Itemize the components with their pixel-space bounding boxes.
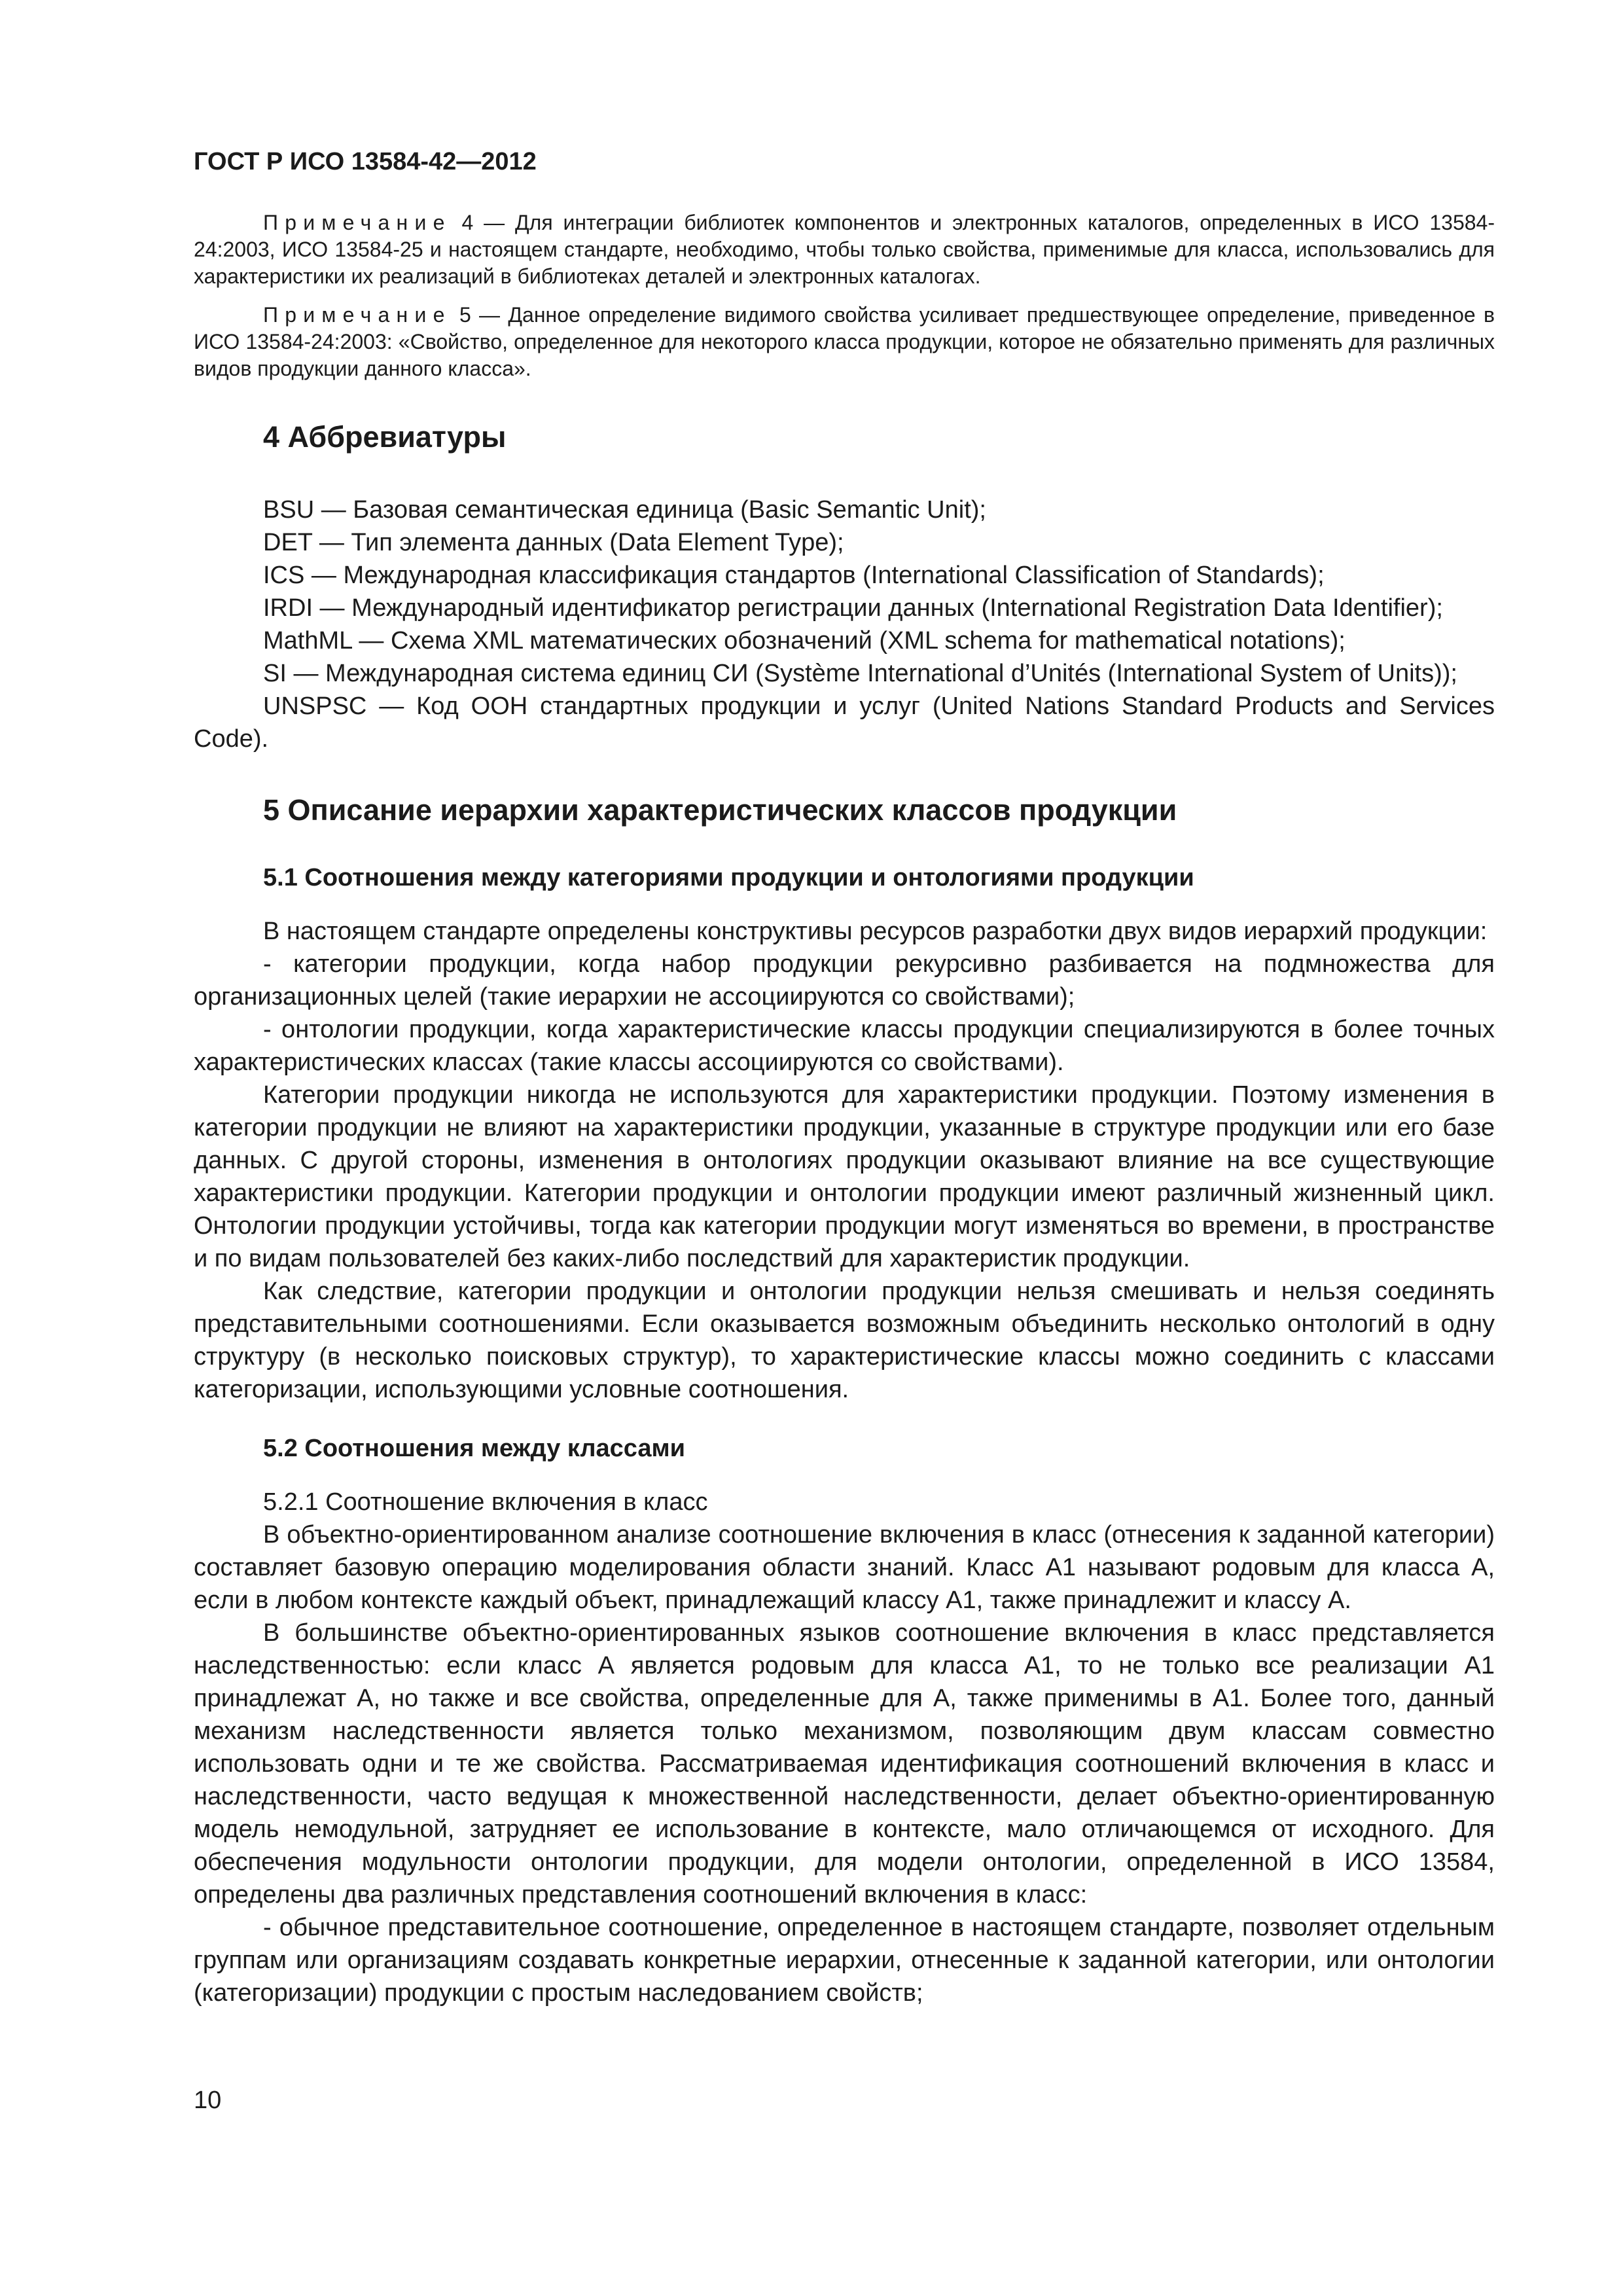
standard-header: ГОСТ Р ИСО 13584-42—2012	[194, 148, 537, 175]
section-4-title: 4 Аббревиатуры	[263, 420, 507, 454]
paragraph: В большинстве объектно-ориентированных языков соотношение включения в класс представляется наследственностью: если класс А является родовым для класса А1, то не только все реализации А1 принадлежат А, но также и все свойства, определенные для А, также применимы в А1. Более того, данный механизм наследственности является только механизмом, позволяющим двум классам совместно использовать одни и те же свойства. Рассматриваемая идентификация соотношений включения в класс и наследственности, часто ведущая к множественной наследственности, делает объектно-ориентированную модель немодульной, затрудняет ее использование в контексте, мало отличающемся от исходного. Для обеспечения модульности онтологии продукции, для модели онтологии, определенной в ИСО 13584, определены два различных представления соотношений включения в класс:	[194, 1619, 1495, 1909]
note-label: Примечание	[263, 303, 452, 327]
paragraph: В объектно-ориентированном анализе соотношение включения в класс (отнесения к заданной категории) составляет базовую операцию моделирования области знаний. Класс А1 называют родовым для класса А, если в любом контексте каждый объект, принадлежащий классу А1, также принадлежит и классу А.	[194, 1521, 1495, 1614]
paragraph: В настоящем стандарте определены конструктивы ресурсов разработки двух видов иерархий продукции:	[263, 918, 1488, 945]
note-5	[194, 302, 1495, 382]
list-item: - категории продукции, когда набор продукции рекурсивно разбивается на подмножества для организационных целей (такие иерархии не ассоциируются со свойствами);	[194, 950, 1495, 1011]
note-label: Примечание	[263, 211, 452, 234]
section-5-1-title: 5.1 Соотношения между категориями продукции и онтологиями продукции	[263, 864, 1194, 891]
note-4	[194, 209, 1495, 290]
abbreviation-item: MathML — Схема XML математических обозначений (XML schema for mathematical notations);	[263, 627, 1346, 655]
page-number: 10	[194, 2087, 222, 2114]
list-item: - обычное представительное соотношение, определенное в настоящем стандарте, позволяет отдельным группам или организациям создавать конкретные иерархии, отнесенные к заданной категории, или онтологии (категоризации) продукции с простым наследованием свойств;	[194, 1914, 1495, 2007]
section-5-2-1-title: 5.2.1 Соотношение включения в класс	[263, 1488, 708, 1516]
abbreviation-item: IRDI — Международный идентификатор регистрации данных (International Registration Data Identifier);	[263, 594, 1443, 622]
paragraph: Как следствие, категории продукции и онтологии продукции нельзя смешивать и нельзя соединять представительными соотношениями. Если оказывается возможным объединить несколько онтологий в одну структуру (в несколько поисковых структур), то характеристические классы можно соединить с классами категоризации, использующими условные соотношения.	[194, 1278, 1495, 1403]
list-item: - онтологии продукции, когда характеристические классы продукции специализируются в более точных характеристических классах (такие классы ассоциируются со свойствами).	[194, 1016, 1495, 1076]
section-5-title: 5 Описание иерархии характеристических классов продукции	[263, 793, 1177, 827]
abbreviation-item: DET — Тип элемента данных (Data Element Type);	[263, 529, 844, 556]
abbreviation-list	[194, 493, 1495, 755]
abbreviation-item: UNSPSC — Код ООН стандартных продукции и услуг (United Nations Standard Products and Services Code).	[194, 692, 1495, 753]
page-content	[194, 147, 1495, 2009]
abbreviation-item: SI — Международная система единиц СИ (Système International d’Unités (International System of Units));	[263, 660, 1457, 687]
abbreviation-item: BSU — Базовая семантическая единица (Basic Semantic Unit);	[263, 496, 986, 524]
abbreviation-item: ICS — Международная классификация стандартов (International Classification of Standards);	[263, 562, 1325, 589]
paragraph: Категории продукции никогда не используются для характеристики продукции. Поэтому изменения в категории продукции не влияют на характеристики продукции, указанные в структуре продукции или его базе данных. С другой стороны, изменения в онтологиях продукции оказывают влияние на все существующие характеристики продукции. Категории продукции и онтологии продукции имеют различный жизненный цикл. Онтологии продукции устойчивы, тогда как категории продукции могут изменяться во времени, в пространстве и по видам пользователей без каких-либо последствий для характеристик продукции.	[194, 1081, 1495, 1272]
section-5-2-title: 5.2 Соотношения между классами	[263, 1435, 685, 1462]
note-text: 4 — Для интеграции библиотек компонентов и электронных каталогов, определенных в ИСО 13584-24:2003, ИСО 13584-25 и настоящем стандарте, необходимо, чтобы только свойства, применимые для класса, использовались для характеристики их реализаций в библиотеках деталей и электронных каталогах.	[194, 211, 1495, 288]
note-text: 5 — Данное определение видимого свойства усиливает предшествующее определение, приведенное в ИСО 13584-24:2003: «Свойство, определенное для некоторого класса продукции, которое не обязательно применять для различных видов продукции данного класса».	[194, 303, 1495, 380]
